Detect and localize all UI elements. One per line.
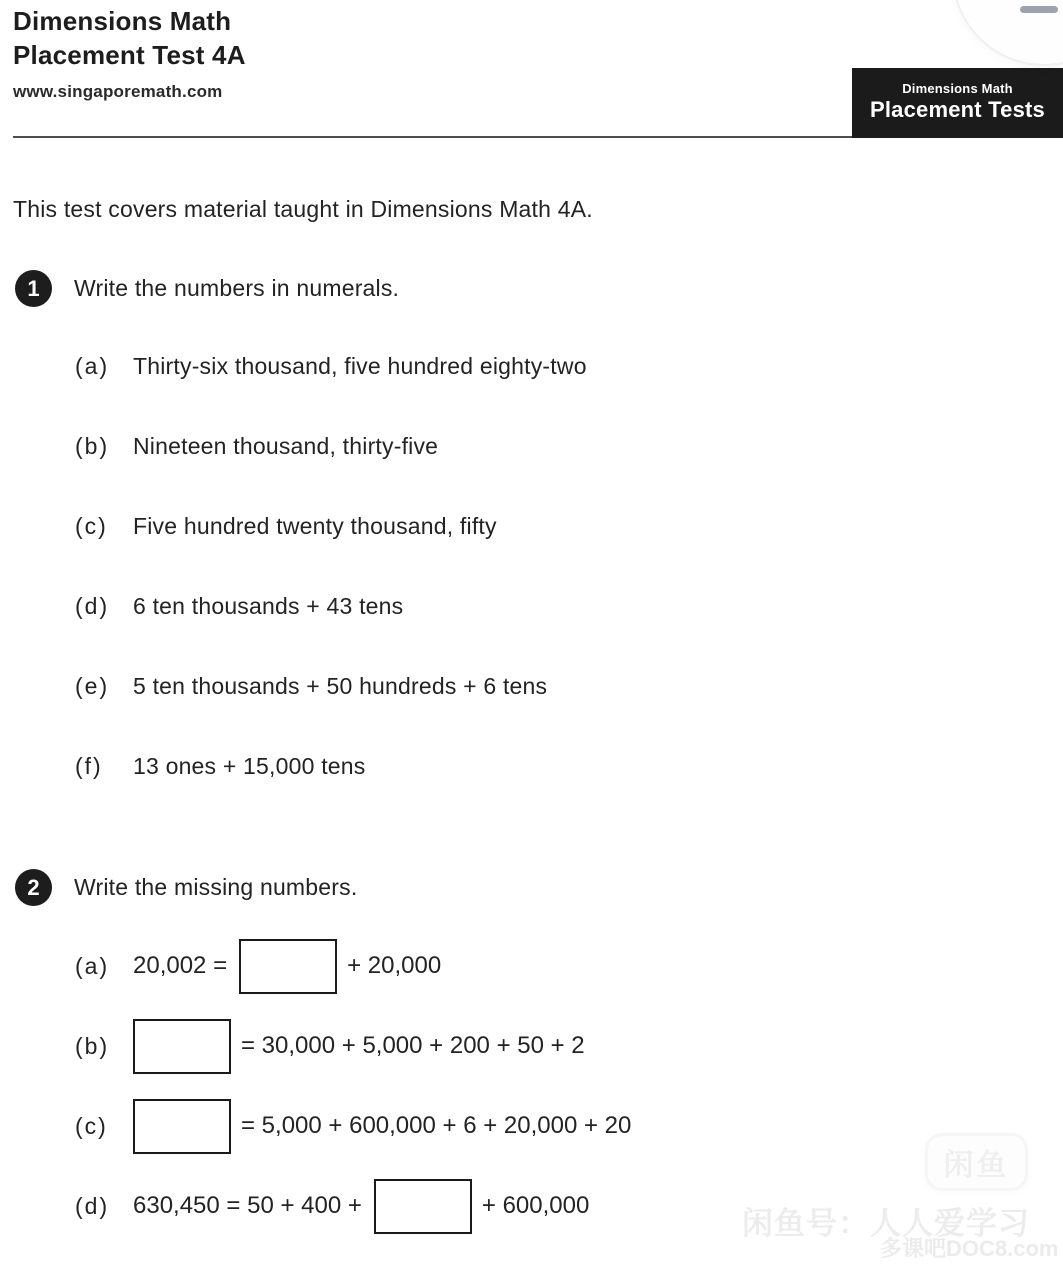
question-2-header <box>15 869 357 906</box>
badge-series-label: Dimensions Math <box>902 81 1013 96</box>
list-item <box>75 753 365 780</box>
equation-before-text: 20,002 = <box>133 952 228 979</box>
item-label: (e) <box>75 673 110 699</box>
item-label: (b) <box>75 433 110 459</box>
item-text: 6 ten thousands + 43 tens <box>133 593 404 619</box>
equation-row <box>75 1017 585 1075</box>
item-label: (c) <box>75 1112 108 1139</box>
watermark-account-text: 闲鱼号：人人爱学习 <box>742 1206 1030 1241</box>
website-url: www.singaporemath.com <box>13 82 223 101</box>
title-line-2: Placement Test 4A <box>13 40 246 70</box>
answer-box <box>133 1099 231 1154</box>
equation-before-text: 630,450 = 50 + 400 + <box>133 1192 362 1219</box>
placement-tests-badge <box>852 68 1063 138</box>
list-item <box>75 353 587 380</box>
equation-row <box>75 937 441 995</box>
item-label: (a) <box>75 952 110 979</box>
question-1-prompt: Write the numbers in numerals. <box>74 275 400 301</box>
item-label: (f) <box>75 753 103 779</box>
item-label: (a) <box>75 353 110 379</box>
badge-title-label: Placement Tests <box>869 97 1045 122</box>
list-item <box>75 513 497 540</box>
list-item <box>75 433 438 460</box>
answer-box <box>239 939 337 994</box>
answer-box <box>374 1179 472 1234</box>
equation-row <box>75 1177 589 1235</box>
item-label: (d) <box>75 1192 110 1219</box>
drag-handle-icon[interactable] <box>1020 6 1058 13</box>
list-item <box>75 593 403 620</box>
question-1-number-badge: 1 <box>15 270 52 307</box>
item-label: (d) <box>75 593 110 619</box>
xianyu-logo-badge <box>928 1136 1025 1188</box>
item-text: Nineteen thousand, thirty-five <box>133 433 439 459</box>
watermark-site-text: 多课吧DOC8.com <box>880 1236 1059 1261</box>
equation-after-text: = 30,000 + 5,000 + 200 + 50 + 2 <box>241 1032 585 1059</box>
item-text: 5 ten thousands + 50 hundreds + 6 tens <box>133 673 548 699</box>
answer-box <box>133 1019 231 1074</box>
page-title <box>13 4 246 72</box>
list-item <box>75 673 547 700</box>
item-label: (b) <box>75 1032 110 1059</box>
equation-after-text: = 5,000 + 600,000 + 6 + 20,000 + 20 <box>241 1112 632 1139</box>
equation-after-text: + 600,000 <box>481 1192 590 1219</box>
intro-text: This test covers material taught in Dimensions Math 4A. <box>13 196 593 222</box>
equation-row <box>75 1097 631 1155</box>
question-1-header <box>15 270 399 307</box>
question-2-prompt: Write the missing numbers. <box>74 874 358 900</box>
title-line-1: Dimensions Math <box>13 6 232 36</box>
item-text: 13 ones + 15,000 tens <box>133 753 366 779</box>
equation-after-text: + 20,000 <box>347 952 442 979</box>
header-divider <box>13 136 854 138</box>
xianyu-logo-text: 闲鱼 <box>943 1149 1010 1182</box>
question-2-number-badge: 2 <box>15 869 52 906</box>
item-label: (c) <box>75 513 108 539</box>
item-text: Five hundred twenty thousand, fifty <box>133 513 497 539</box>
item-text: Thirty-six thousand, five hundred eighty-two <box>133 353 587 379</box>
